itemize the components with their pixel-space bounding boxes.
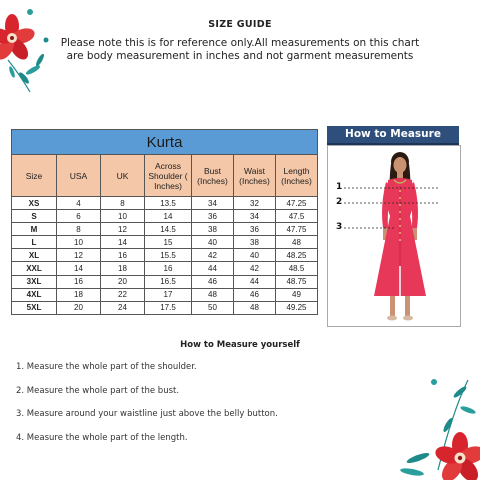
table-cell: 14.5 — [145, 223, 192, 236]
measure-label-3: 3 — [336, 222, 343, 232]
column-header: UK — [101, 155, 145, 197]
how-to-measure-heading: How to Measure — [327, 126, 459, 145]
table-row — [12, 301, 318, 314]
list-item: 3. Measure around your waistline just above the belly button. — [16, 409, 278, 419]
table-cell: 6 — [57, 210, 101, 223]
table-cell: 18 — [101, 262, 145, 275]
measure-label-1: 1 — [336, 182, 343, 192]
table-cell: 47.5 — [276, 210, 318, 223]
table-cell: 4 — [57, 197, 101, 210]
flower-decoration-top-left — [0, 0, 60, 95]
column-header: Across Shoulder ( Inches) — [145, 155, 192, 197]
table-cell: 38 — [234, 236, 276, 249]
table-cell: 8 — [101, 197, 145, 210]
table-cell: 16 — [101, 249, 145, 262]
table-row — [12, 197, 318, 210]
table-row — [12, 223, 318, 236]
flower-decoration-bottom-right — [398, 370, 480, 480]
instructions-heading: How to Measure yourself — [180, 340, 300, 350]
table-cell: 18 — [57, 288, 101, 301]
size-cell: XL — [12, 249, 57, 262]
size-cell: 5XL — [12, 301, 57, 314]
table-row — [12, 236, 318, 249]
reference-note: Please note this is for reference only.All measurements on this chart are body measurement in inches and not garment measurements — [60, 37, 420, 62]
table-cell: 14 — [57, 262, 101, 275]
table-cell: 44 — [234, 275, 276, 288]
table-cell: 17 — [145, 288, 192, 301]
list-item: 1. Measure the whole part of the shoulder. — [16, 362, 197, 372]
table-cell: 34 — [192, 197, 234, 210]
table-cell: 48 — [192, 288, 234, 301]
table-cell: 16.5 — [145, 275, 192, 288]
measure-label-2: 2 — [336, 197, 343, 207]
table-cell: 48 — [234, 301, 276, 314]
table-cell: 48.25 — [276, 249, 318, 262]
column-header: Length (Inches) — [276, 155, 318, 197]
table-cell: 48 — [276, 236, 318, 249]
column-header: Waist (Inches) — [234, 155, 276, 197]
table-cell: 10 — [57, 236, 101, 249]
table-cell: 14 — [101, 236, 145, 249]
list-item: 2. Measure the whole part of the bust. — [16, 385, 180, 396]
size-cell: L — [12, 236, 57, 249]
table-cell: 10 — [101, 210, 145, 223]
size-cell: XXL — [12, 262, 57, 275]
table-cell: 24 — [101, 301, 145, 314]
table-cell: 40 — [234, 249, 276, 262]
table-cell: 42 — [192, 249, 234, 262]
table-cell: 8 — [57, 223, 101, 236]
table-cell: 42 — [234, 262, 276, 275]
size-cell: 4XL — [12, 288, 57, 301]
table-cell: 20 — [101, 275, 145, 288]
table-cell: 12 — [101, 223, 145, 236]
table-row — [12, 275, 318, 288]
table-cell: 22 — [101, 288, 145, 301]
model-figure — [328, 146, 460, 326]
table-row — [12, 249, 318, 262]
table-cell: 13.5 — [145, 197, 192, 210]
table-cell: 36 — [234, 223, 276, 236]
table-row — [12, 288, 318, 301]
table-cell: 16 — [57, 275, 101, 288]
table-cell: 16 — [145, 262, 192, 275]
table-cell: 38 — [192, 223, 234, 236]
table-cell: 17.5 — [145, 301, 192, 314]
table-cell: 40 — [192, 236, 234, 249]
table-cell: 14 — [145, 210, 192, 223]
size-cell: 3XL — [12, 275, 57, 288]
table-cell: 48.75 — [276, 275, 318, 288]
column-header: USA — [57, 155, 101, 197]
table-cell: 47.75 — [276, 223, 318, 236]
table-cell: 20 — [57, 301, 101, 314]
how-to-measure-illustration — [327, 145, 461, 327]
table-cell: 32 — [234, 197, 276, 210]
table-cell: 34 — [234, 210, 276, 223]
size-cell: S — [12, 210, 57, 223]
column-header: Bust (Inches) — [192, 155, 234, 197]
page-title: SIZE GUIDE — [208, 19, 272, 30]
size-cell: M — [12, 223, 57, 236]
table-cell: 46 — [234, 288, 276, 301]
table-cell: 44 — [192, 262, 234, 275]
list-item: 4. Measure the whole part of the length. — [16, 432, 188, 443]
table-cell: 47.25 — [276, 197, 318, 210]
size-chart-table — [11, 129, 318, 315]
table-cell: 48.5 — [276, 262, 318, 275]
column-header: Size — [12, 155, 57, 197]
table-row — [12, 210, 318, 223]
table-row — [12, 262, 318, 275]
table-cell: 15.5 — [145, 249, 192, 262]
table-cell: 12 — [57, 249, 101, 262]
table-cell: 49 — [276, 288, 318, 301]
instructions-list — [16, 362, 278, 456]
table-cell: 36 — [192, 210, 234, 223]
size-cell: XS — [12, 197, 57, 210]
table-cell: 50 — [192, 301, 234, 314]
table-cell: 46 — [192, 275, 234, 288]
table-cell: 15 — [145, 236, 192, 249]
table-caption: Kurta — [12, 130, 318, 155]
table-cell: 49.25 — [276, 301, 318, 314]
